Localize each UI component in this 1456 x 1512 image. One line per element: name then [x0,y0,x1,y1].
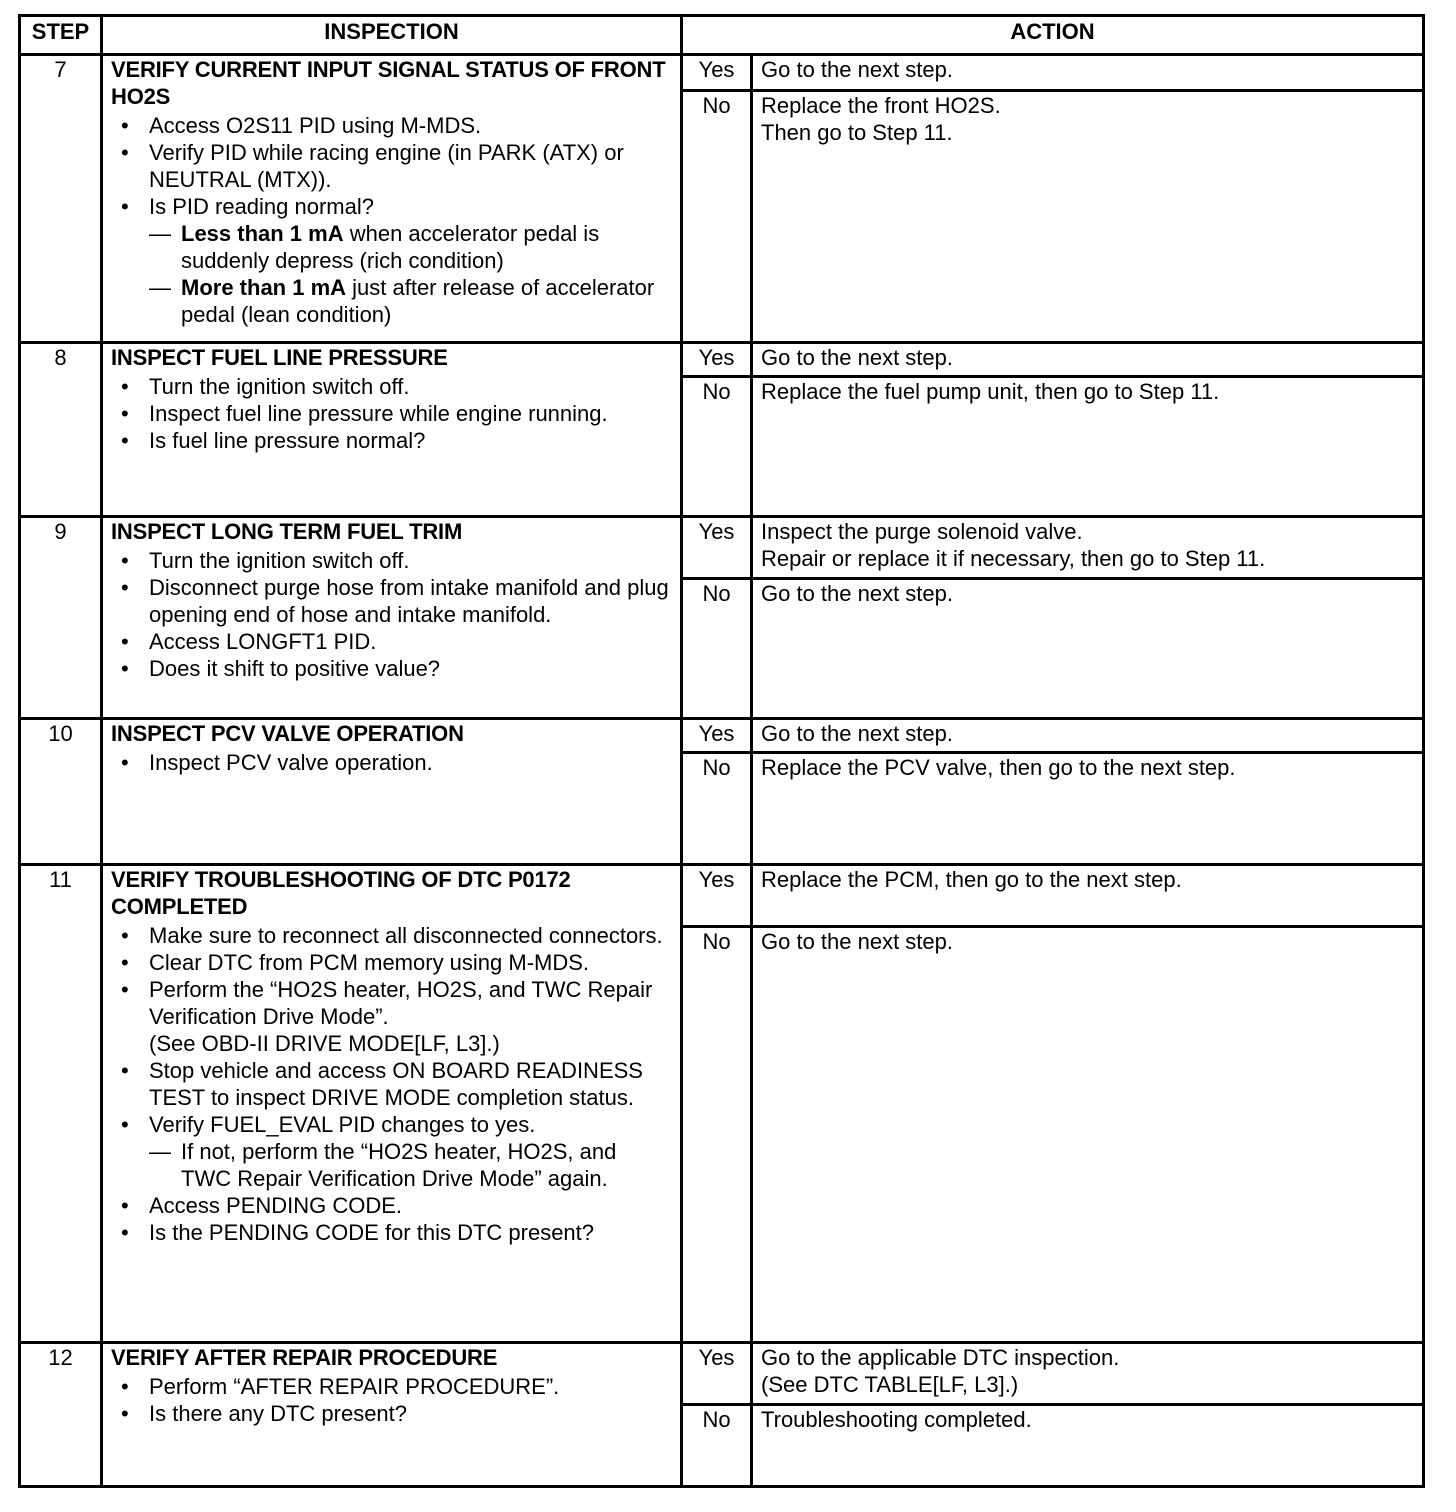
yes-action: Go to the next step. [752,719,1424,753]
yes-label: Yes [682,1343,752,1405]
action-line: Replace the front HO2S. [761,93,1001,118]
no-label: No [682,377,752,517]
list-item: • Stop vehicle and access ON BOARD READINESS TEST to inspect DRIVE MODE completion status. [111,1057,672,1111]
see-reference: (See OBD-II DRIVE MODE[LF, L3].) [149,1031,500,1056]
list-item: • Turn the ignition switch off. [111,547,672,574]
action-line: (See DTC TABLE[LF, L3].) [761,1372,1019,1397]
list-item [111,1111,672,1192]
list-item: • Does it shift to positive value? [111,655,672,682]
header-action: ACTION [682,16,1424,55]
list-item: • Access LONGFT1 PID. [111,628,672,655]
yes-action: Go to the next step. [752,343,1424,377]
list-item: • Is fuel line pressure normal? [111,427,672,454]
no-action: Go to the next step. [752,579,1424,719]
inspection-title: VERIFY AFTER REPAIR PROCEDURE [111,1345,498,1370]
list-item: • Is the PENDING CODE for this DTC present? [111,1219,672,1246]
inspection-cell [102,517,682,719]
criterion-text: just after release of accelerator pedal (lean condition) [181,275,655,327]
no-label: No [682,579,752,719]
step-number: 10 [20,719,102,865]
inspection-title: VERIFY CURRENT INPUT SIGNAL STATUS OF FRONT HO2S [111,57,666,109]
criterion-value: More than 1 mA [181,275,347,300]
inspection-cell [102,343,682,517]
step-10-yes-row [20,719,1424,753]
yes-action [752,1343,1424,1405]
sub-list [149,1138,672,1192]
no-label: No [682,1405,752,1487]
list-item-text: Verify FUEL_EVAL PID changes to yes. [149,1112,536,1137]
inspection-title: INSPECT FUEL LINE PRESSURE [111,345,448,370]
header-inspection: INSPECTION [102,16,682,55]
list-item [111,976,672,1057]
step-number: 9 [20,517,102,719]
troubleshooting-sheet [18,14,1422,1488]
inspection-list [111,373,672,454]
list-item: • Clear DTC from PCM memory using M-MDS. [111,949,672,976]
sub-list-item [149,274,672,328]
no-label: No [682,927,752,1343]
inspection-title: VERIFY TROUBLESHOOTING OF DTC P0172 COMPLETED [111,867,571,919]
inspection-cell [102,865,682,1343]
no-action: Troubleshooting completed. [752,1405,1424,1487]
no-label: No [682,91,752,343]
inspection-cell [102,1343,682,1487]
list-item [111,193,672,328]
inspection-list [111,1373,672,1427]
no-label: No [682,753,752,865]
header-step: STEP [20,16,102,55]
list-item: • Access PENDING CODE. [111,1192,672,1219]
list-item-text: Is PID reading normal? [149,194,374,219]
list-item: • Disconnect purge hose from intake manifold and plug opening end of hose and intake manifold. [111,574,672,628]
inspection-cell [102,719,682,865]
step-12-yes-row [20,1343,1424,1405]
list-item: • Inspect fuel line pressure while engine running. [111,400,672,427]
yes-action: Go to the next step. [752,55,1424,91]
yes-action: Replace the PCM, then go to the next step. [752,865,1424,927]
inspection-cell [102,55,682,343]
step-11-yes-row [20,865,1424,927]
inspection-list [111,112,672,328]
inspection-title: INSPECT LONG TERM FUEL TRIM [111,519,463,544]
list-item: • Inspect PCV valve operation. [111,749,672,776]
inspection-list [111,547,672,682]
action-line: Then go to Step 11. [761,120,953,145]
criterion-value: Less than 1 mA [181,221,344,246]
step-9-yes-row [20,517,1424,579]
header-row [20,16,1424,55]
step-7-yes-row [20,55,1424,91]
list-item: • Turn the ignition switch off. [111,373,672,400]
sub-list-item [149,220,672,274]
yes-label: Yes [682,55,752,91]
action-line: Go to the applicable DTC inspection. [761,1345,1120,1370]
no-action: Replace the fuel pump unit, then go to Step 11. [752,377,1424,517]
inspection-list [111,922,672,1246]
inspection-title: INSPECT PCV VALVE OPERATION [111,721,464,746]
yes-label: Yes [682,865,752,927]
no-action: Go to the next step. [752,927,1424,1343]
criterion-text: when accelerator pedal is suddenly depress (rich condition) [181,221,600,273]
yes-label: Yes [682,517,752,579]
action-line: Inspect the purge solenoid valve. [761,519,1083,544]
yes-action [752,517,1424,579]
list-item: • Access O2S11 PID using M-MDS. [111,112,672,139]
yes-label: Yes [682,343,752,377]
sub-list [149,220,672,328]
action-line: Repair or replace it if necessary, then go to Step 11. [761,546,1266,571]
step-number: 11 [20,865,102,1343]
no-action: Replace the PCV valve, then go to the next step. [752,753,1424,865]
step-number: 7 [20,55,102,343]
list-item-text: Perform the “HO2S heater, HO2S, and TWC Repair Verification Drive Mode”. [149,977,653,1029]
inspection-list [111,749,672,776]
sub-list-item: — If not, perform the “HO2S heater, HO2S, and TWC Repair Verification Drive Mode” again. [149,1138,672,1192]
no-action [752,91,1424,343]
list-item: • Is there any DTC present? [111,1400,672,1427]
list-item: • Verify PID while racing engine (in PARK (ATX) or NEUTRAL (MTX)). [111,139,672,193]
step-8-yes-row [20,343,1424,377]
list-item: • Perform “AFTER REPAIR PROCEDURE”. [111,1373,672,1400]
yes-label: Yes [682,719,752,753]
step-number: 8 [20,343,102,517]
diagnostic-table [18,14,1425,1488]
list-item: • Make sure to reconnect all disconnected connectors. [111,922,672,949]
step-number: 12 [20,1343,102,1487]
